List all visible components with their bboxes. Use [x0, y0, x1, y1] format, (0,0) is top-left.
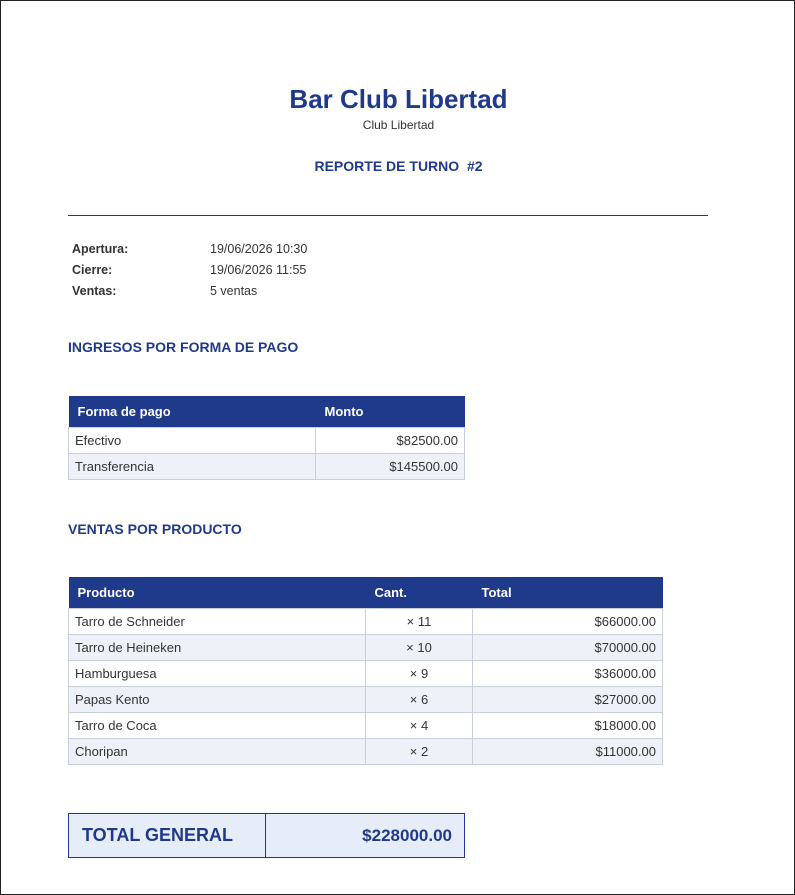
payment-method: Efectivo — [69, 428, 316, 454]
product-qty: × 11 — [366, 609, 473, 635]
payment-amount: $145500.00 — [316, 454, 465, 480]
products-heading: VENTAS POR PRODUCTO — [68, 521, 242, 537]
product-qty: × 6 — [366, 687, 473, 713]
product-name: Papas Kento — [69, 687, 366, 713]
product-total: $27000.00 — [473, 687, 663, 713]
product-total: $66000.00 — [473, 609, 663, 635]
products-table — [68, 577, 663, 765]
table-row — [69, 635, 663, 661]
total-general-label: TOTAL GENERAL — [69, 814, 266, 857]
ventas-label: Ventas: — [72, 284, 117, 298]
table-row — [69, 687, 663, 713]
product-name: Hamburguesa — [69, 661, 366, 687]
header-divider — [68, 215, 708, 216]
table-row — [69, 428, 465, 454]
bar-title: Bar Club Libertad — [289, 84, 508, 114]
products-col-qty: Cant. — [366, 577, 473, 609]
products-col-total: Total — [473, 577, 663, 609]
table-row — [69, 713, 663, 739]
table-row — [69, 661, 663, 687]
table-row — [69, 739, 663, 765]
apertura-value: 19/06/2026 10:30 — [210, 242, 308, 256]
product-total: $36000.00 — [473, 661, 663, 687]
payment-amount: $82500.00 — [316, 428, 465, 454]
product-total: $70000.00 — [473, 635, 663, 661]
payments-table — [68, 396, 465, 480]
product-qty: × 9 — [366, 661, 473, 687]
product-qty: × 10 — [366, 635, 473, 661]
ventas-value: 5 ventas — [210, 284, 258, 298]
product-qty: × 4 — [366, 713, 473, 739]
cierre-value: 19/06/2026 11:55 — [210, 263, 307, 277]
payments-col-method: Forma de pago — [69, 396, 316, 428]
report-title: REPORTE DE TURNO #2 — [314, 158, 483, 174]
payment-method: Transferencia — [69, 454, 316, 480]
products-col-name: Producto — [69, 577, 366, 609]
product-total: $18000.00 — [473, 713, 663, 739]
product-total: $11000.00 — [473, 739, 663, 765]
table-row — [69, 609, 663, 635]
apertura-label: Apertura: — [72, 242, 129, 256]
total-general-value: $228000.00 — [266, 814, 464, 857]
product-name: Choripan — [69, 739, 366, 765]
total-general-box — [68, 813, 465, 858]
product-qty: × 2 — [366, 739, 473, 765]
payments-heading: INGRESOS POR FORMA DE PAGO — [68, 339, 299, 355]
cierre-label: Cierre: — [72, 263, 113, 277]
products-header-row — [69, 577, 663, 609]
club-subtitle: Club Libertad — [362, 118, 435, 132]
payments-col-amount: Monto — [316, 396, 465, 428]
product-name: Tarro de Schneider — [69, 609, 366, 635]
payments-header-row — [69, 396, 465, 428]
product-name: Tarro de Heineken — [69, 635, 366, 661]
table-row — [69, 454, 465, 480]
product-name: Tarro de Coca — [69, 713, 366, 739]
